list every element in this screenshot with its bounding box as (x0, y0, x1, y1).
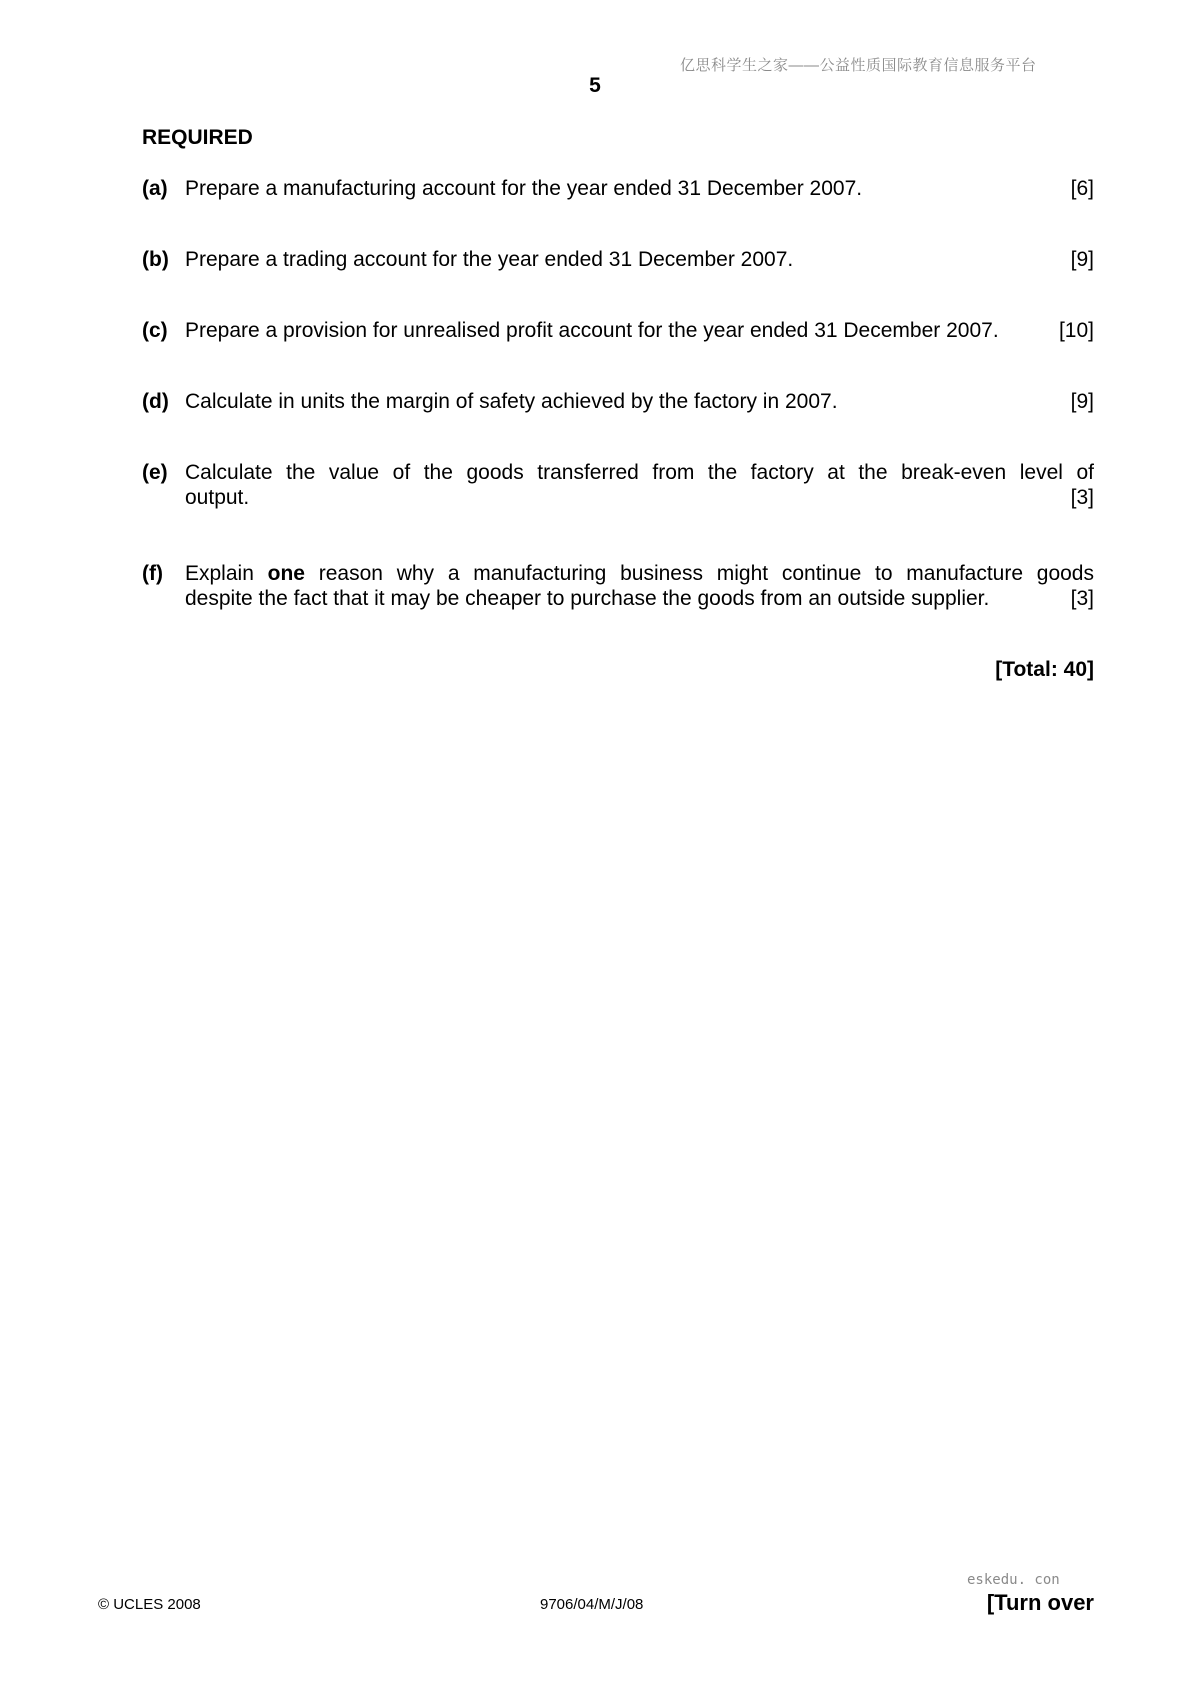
question-text: Prepare a trading account for the year ended 31 December 2007. (185, 248, 794, 271)
question-body (185, 389, 1094, 414)
question-body (185, 247, 1094, 272)
question-label: (c) (142, 319, 168, 342)
question-b (142, 247, 1094, 272)
question-label: (e) (142, 461, 168, 484)
question-text: output. (185, 486, 250, 509)
question-text-emphasis: one (267, 562, 305, 585)
footer-watermark: eskedu. con (967, 1572, 1060, 1588)
question-text: Prepare a manufacturing account for the year ended 31 December 2007. (185, 177, 863, 200)
question-body (185, 176, 1094, 201)
total-marks: [Total: 40] (995, 658, 1094, 681)
footer-paper-code: 9706/04/M/J/08 (540, 1596, 644, 1613)
question-c (142, 318, 1094, 343)
question-a (142, 176, 1094, 201)
question-label: (a) (142, 177, 168, 200)
question-marks: [6] (1070, 177, 1094, 200)
footer-copyright: © UCLES 2008 (98, 1596, 201, 1613)
question-text-before: Explain (185, 562, 268, 585)
question-f (142, 561, 1094, 611)
question-marks: [9] (1070, 248, 1094, 271)
question-body (185, 460, 1094, 510)
page-number: 5 (589, 74, 601, 97)
question-label: (b) (142, 248, 169, 271)
question-text: Calculate in units the margin of safety achieved by the factory in 2007. (185, 390, 838, 413)
question-marks: [10] (1058, 319, 1094, 342)
section-heading: REQUIRED (142, 126, 253, 149)
question-text: despite the fact that it may be cheaper to purchase the goods from an outside supplier. (185, 587, 990, 610)
turn-over-label: [Turn over (986, 1590, 1094, 1615)
question-label: (d) (142, 390, 169, 413)
question-text-after: reason why a manufacturing business might continue to manufacture goods (304, 562, 1094, 585)
question-body (185, 318, 1094, 343)
header-watermark: 亿思科学生之家——公益性质国际教育信息服务平台 (680, 57, 1037, 74)
question-marks: [3] (1070, 587, 1094, 610)
question-marks: [9] (1070, 390, 1094, 413)
question-text: Prepare a provision for unrealised profit account for the year ended 31 December 2007. (185, 319, 999, 342)
question-label: (f) (142, 562, 163, 585)
question-text: Calculate the value of the goods transferred from the factory at the break-even level of (185, 461, 1094, 484)
question-e (142, 460, 1094, 510)
question-d (142, 389, 1094, 414)
question-marks: [3] (1070, 486, 1094, 509)
question-body (185, 561, 1094, 611)
